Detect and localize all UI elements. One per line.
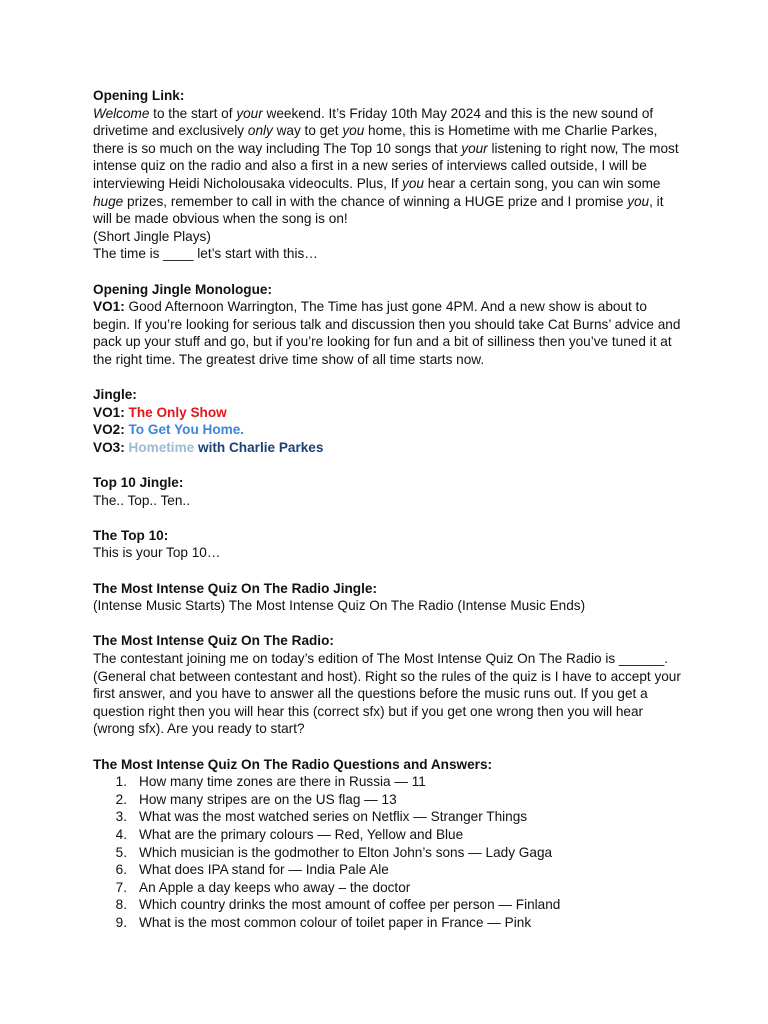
emphasis-text: you	[402, 175, 424, 191]
list-item: 8. Which country drinks the most amount of coffee per person — Finland	[115, 897, 561, 913]
jingle-vo1-line	[93, 404, 683, 422]
top10-jingle-heading: Top 10 Jingle:	[93, 475, 184, 491]
vo1-text: The Only Show	[124, 404, 227, 420]
paragraph-text: prizes, remember to call in with the chance of winning a HUGE prize and I promise	[123, 193, 628, 209]
quiz-heading: The Most Intense Quiz On The Radio:	[93, 633, 334, 649]
list-item: 6. What does IPA stand for — India Pale Ale	[115, 862, 389, 878]
paragraph-text: weekend. It’s Friday 10th May 2024 and this is the new sound of drivetime and exclusively	[93, 105, 654, 139]
opening-link-heading: Opening Link:	[93, 88, 185, 103]
vo3-text-charlie: with Charlie Parkes	[194, 439, 324, 455]
vo1-label: VO1:	[93, 404, 125, 420]
opening-link-paragraph	[93, 105, 683, 228]
emphasis-text: your	[461, 140, 488, 156]
paragraph-text: to the start of	[149, 105, 237, 121]
vo3-label: VO3:	[93, 439, 125, 455]
emphasis-text: your	[236, 105, 263, 121]
qa-heading: The Most Intense Quiz On The Radio Questions and Answers:	[93, 756, 493, 772]
jingle-vo2-line	[93, 421, 683, 439]
document-body	[93, 87, 683, 932]
vo2-text: To Get You Home.	[124, 422, 245, 438]
list-item: 7. An Apple a day keeps who away – the doctor	[115, 879, 411, 895]
top10-text: This is your Top 10…	[93, 545, 221, 561]
paragraph-text: listening to right now, The most intense quiz on the radio and also a first in a new series of interviews called outside, I will be interviewing Heidi Nicholousaka videocults. Plus, If	[93, 140, 679, 191]
quiz-jingle-heading: The Most Intense Quiz On The Radio Jingle:	[93, 580, 377, 596]
emphasis-text: you	[627, 193, 650, 209]
vo3-text-hometime: Hometime	[124, 439, 195, 455]
list-item: 1. How many time zones are there in Russia — 11	[115, 774, 426, 790]
vo2-label: VO2:	[93, 422, 125, 438]
list-item: 3. What was the most watched series on Netflix — Stranger Things	[115, 809, 528, 825]
short-jingle-note: (Short Jingle Plays)	[93, 228, 211, 244]
monologue-paragraph	[93, 298, 683, 368]
paragraph-text: hear a certain song, you can win some	[423, 175, 661, 191]
time-line: The time is ____ let’s start with this…	[93, 246, 318, 262]
top10-jingle-text: The.. Top.. Ten..	[93, 492, 190, 508]
quiz-jingle-text: (Intense Music Starts) The Most Intense Quiz On The Radio (Intense Music Ends)	[93, 598, 586, 614]
monologue-heading: Opening Jingle Monologue:	[93, 281, 272, 297]
qa-list	[93, 773, 683, 931]
list-item: 4. What are the primary colours — Red, Yellow and Blue	[115, 826, 464, 842]
list-item: 2. How many stripes are on the US flag — 13	[115, 791, 397, 807]
emphasis-text: Welcome	[93, 105, 150, 121]
paragraph-text: home, this is Hometime with me Charlie Parkes, there is so much on the way including The Top 10 songs that	[93, 123, 658, 156]
monologue-text: Good Afternoon Warrington, The Time has just gone 4PM. And a new show is about to begin. If you’re looking for serious talk and discussion then you should take Cat Burns’ advice and pack up your stuff and go, but if you’re looking for fun and a bit of silliness then you’ve tuned it at the right time. The greatest drive time show of all time starts now.	[93, 299, 681, 367]
paragraph-text: , it will be made obvious when the song is on!	[93, 193, 664, 227]
emphasis-text: only	[247, 123, 273, 139]
quiz-paragraph: The contestant joining me on today’s edition of The Most Intense Quiz On The Radio is ______. (General chat between contestant and host). Right so the rules of the quiz is I have to accept your first answer, and you have to answer all the questions before the music runs out. If you get a question right then you will hear this (correct sfx) but if you get one wrong then you will hear (wrong sfx). Are you ready to start?	[93, 651, 681, 737]
jingle-heading: Jingle:	[93, 387, 137, 403]
jingle-vo3-line	[93, 439, 683, 457]
paragraph-text: way to get	[272, 123, 343, 139]
emphasis-text: huge	[93, 193, 124, 209]
list-item: 5. Which musician is the godmother to Elton John’s sons — Lady Gaga	[115, 844, 553, 860]
monologue-vo-label: VO1:	[93, 299, 125, 315]
list-item: 9. What is the most common colour of toilet paper in France — Pink	[115, 914, 532, 930]
emphasis-text: you	[342, 123, 365, 139]
top10-heading: The Top 10:	[93, 527, 169, 543]
